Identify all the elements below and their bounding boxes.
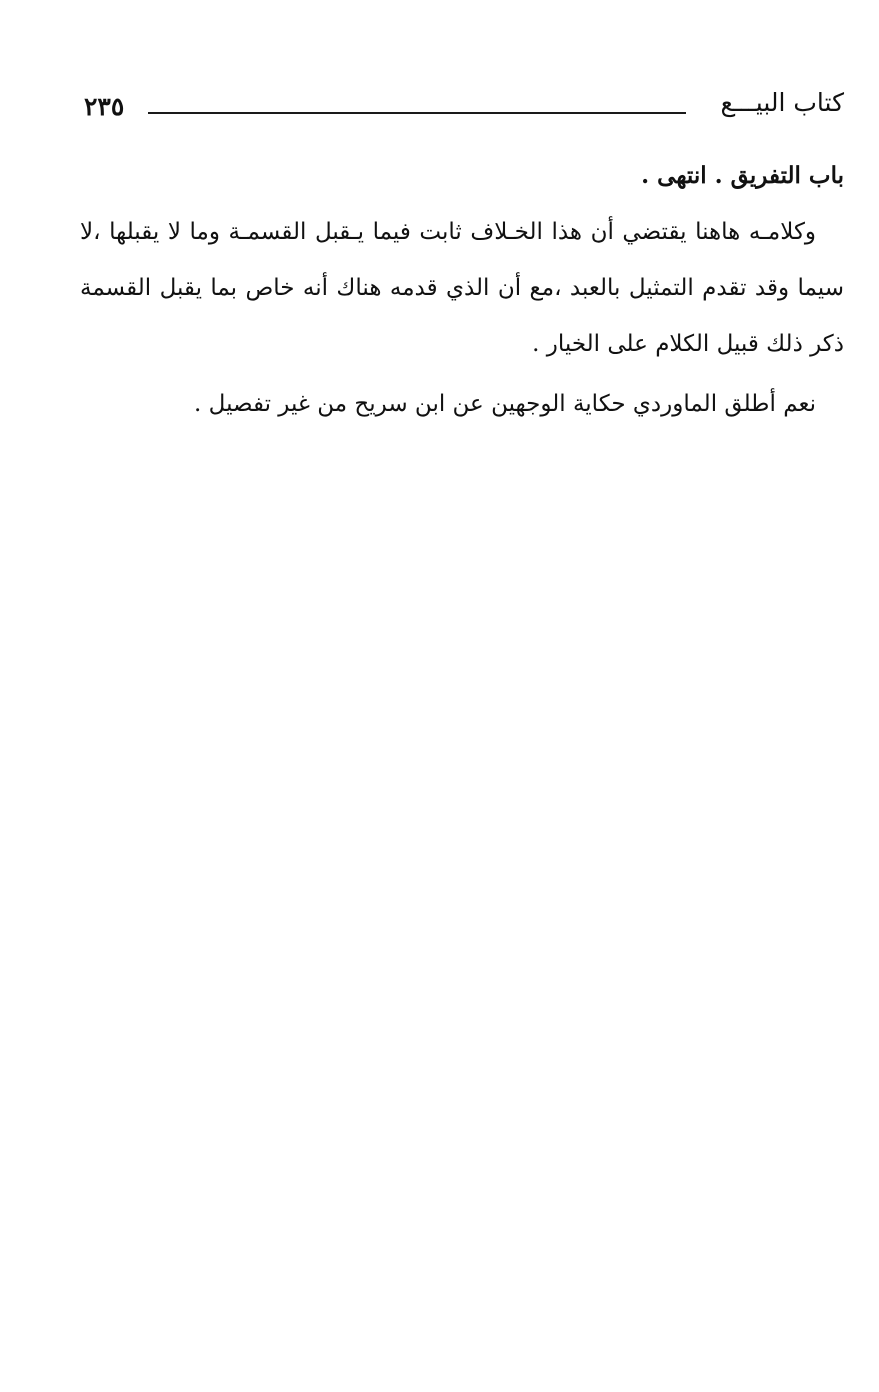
page-body (80, 148, 844, 432)
header-rule (148, 112, 686, 114)
section-end-line: باب التفريق . انتهى . (641, 162, 844, 189)
paragraph: نعم أطلق الماوردي حكاية الوجهين عن ابن سريح من غير تفصيل . (194, 391, 816, 417)
page-number: ٢٣٥ (84, 92, 125, 121)
page-header (84, 88, 844, 128)
paragraph: وكلامـه هاهنا يقتضي أن هذا الخـلاف ثابت فيما يـقبل القسمـة وما لا يقبلها ،لا سيما وقد تقدم التمثيل بالعبد ،مع أن الذي قدمه هناك أنه خاص بما يقبل القسمة ذكر ذلك قبيل الكلام على الخيار . (80, 219, 844, 357)
running-title: كتاب البيـــع (720, 88, 844, 117)
